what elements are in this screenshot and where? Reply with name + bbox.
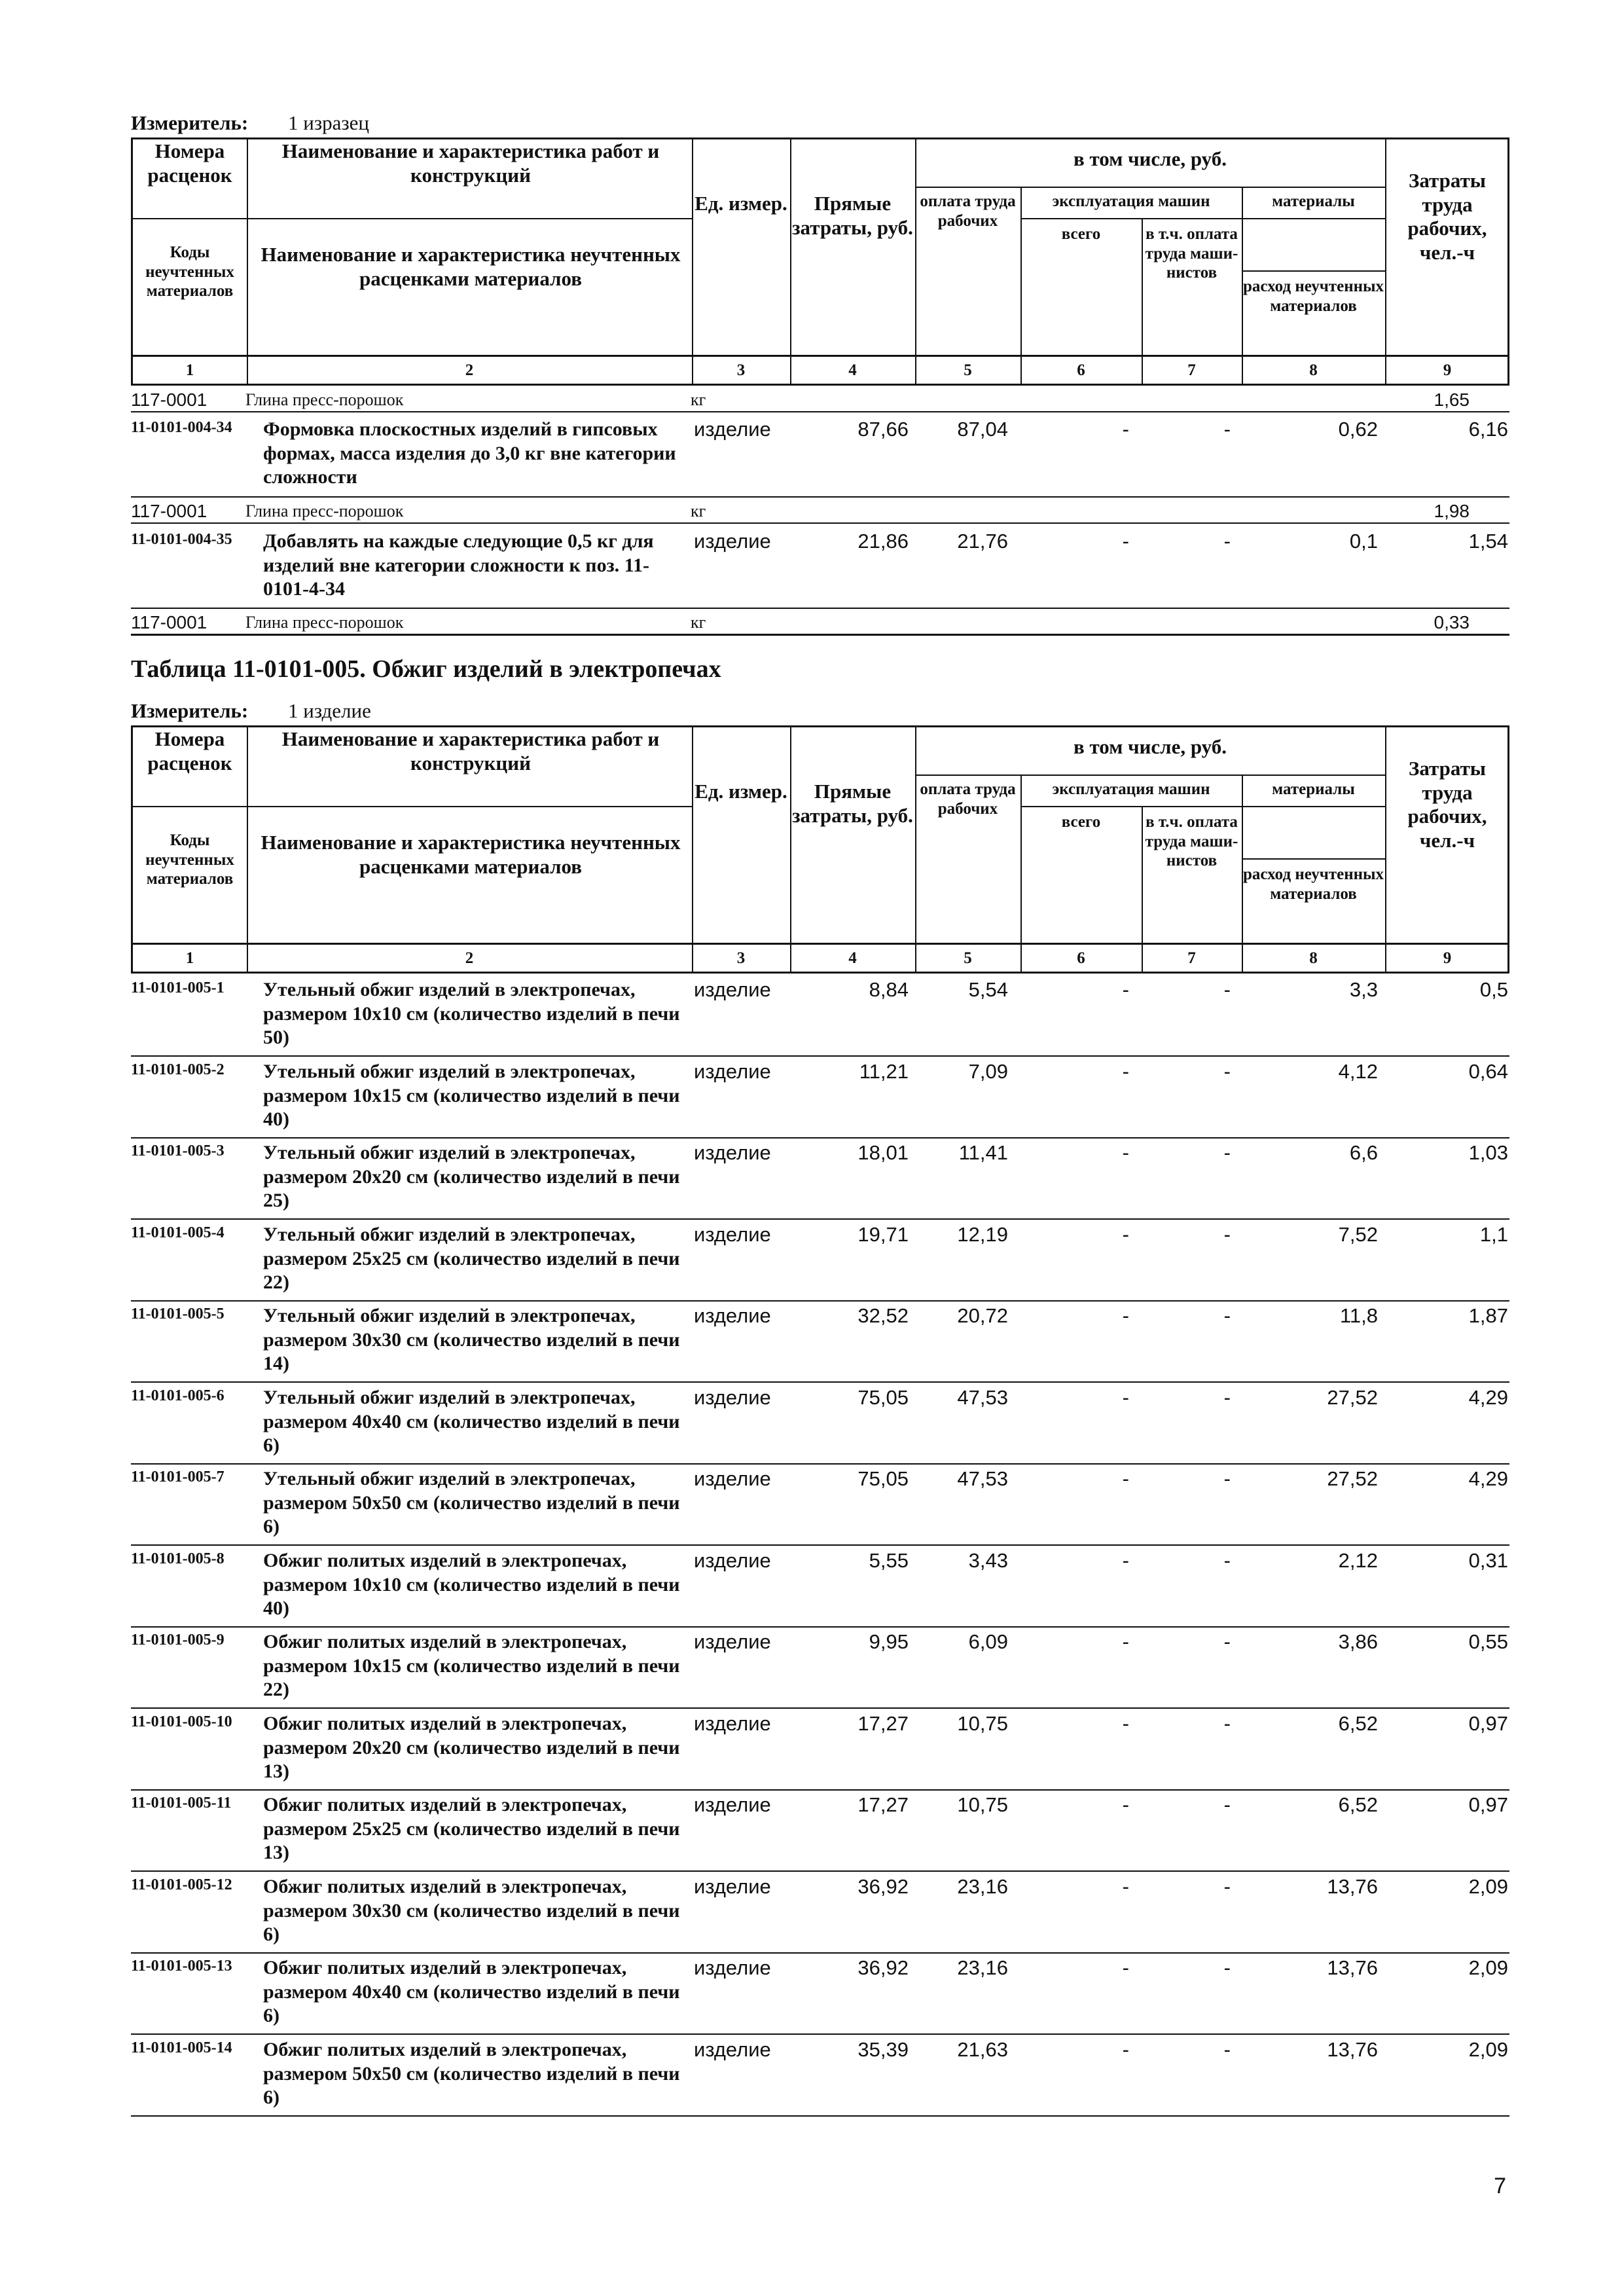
table-bottom-line	[131, 634, 1509, 636]
rate-name: Обжиг политых изделий в электропечах, размером 25х25 см (количество изделий в печи 13)	[263, 1794, 680, 1864]
value-hours: 1,87	[1468, 1304, 1508, 1327]
value-mat: 6,52	[1338, 1712, 1378, 1735]
grid-line	[1242, 806, 1385, 807]
value-mat: 2,12	[1338, 1549, 1378, 1572]
header-including: в том числе, руб.	[1073, 147, 1227, 170]
material-name: Глина пресс-порошок	[245, 390, 404, 409]
value-machpay: -	[1223, 1793, 1231, 1816]
header-machine-op: эксплуатация машин	[1052, 780, 1210, 798]
value-mach: -	[1122, 1386, 1129, 1409]
rate-unit: изделие	[694, 1793, 771, 1816]
grid-line	[1020, 945, 1022, 972]
grid-line	[692, 727, 693, 947]
grid-line	[1242, 357, 1243, 384]
value-labor: 10,75	[957, 1712, 1008, 1735]
rate-name: Обжиг политых изделий в электропечах, размером 30х30 см (количество изделий в печи 6)	[263, 1876, 680, 1946]
value-machpay: -	[1223, 1304, 1231, 1327]
measure-value: 1 изразец	[288, 111, 369, 134]
rate-unit: изделие	[694, 1386, 771, 1409]
header-materials: материалы	[1272, 192, 1355, 210]
column-number: 6	[1077, 949, 1085, 967]
value-hours: 0,97	[1468, 1793, 1508, 1816]
value-labor: 20,72	[957, 1304, 1008, 1327]
header-unit: Ед. измер.	[695, 192, 787, 215]
rate-code: 11-0101-005-8	[131, 1550, 225, 1567]
column-number: 8	[1309, 949, 1318, 967]
value-hours: 0,55	[1468, 1630, 1508, 1653]
header-mat-names: Наименование и характеристика неучтенных расценками материалов	[261, 831, 681, 878]
header-mat-codes: Коды неучтенных материалов	[145, 831, 234, 888]
rate-code: 11-0101-005-1	[131, 979, 225, 996]
material-unit: кг	[691, 501, 706, 520]
grid-line	[790, 945, 791, 972]
rate-unit: изделие	[694, 1141, 771, 1164]
material-unit: кг	[691, 613, 706, 632]
value-direct: 8,84	[869, 978, 909, 1001]
value-mat: 4,12	[1338, 1060, 1378, 1083]
grid-line	[247, 357, 248, 384]
grid-line	[915, 357, 916, 384]
rate-code: 11-0101-005-14	[131, 2039, 232, 2056]
value-labor: 10,75	[957, 1793, 1008, 1816]
column-number: 9	[1443, 949, 1452, 967]
measure-label: Измеритель:	[131, 111, 249, 134]
table-row	[131, 1628, 1509, 1709]
rate-unit: изделие	[694, 1549, 771, 1572]
column-number: 6	[1077, 361, 1085, 379]
rate-code: 11-0101-005-5	[131, 1305, 225, 1322]
value-mat: 6,6	[1349, 1141, 1378, 1164]
grid-line	[915, 187, 1385, 188]
column-number: 1	[185, 361, 194, 379]
value-direct: 18,01	[857, 1141, 909, 1164]
page-number: 7	[1494, 2174, 1506, 2198]
value-hours: 0,31	[1468, 1549, 1508, 1572]
value-hours: 0,64	[1468, 1060, 1508, 1083]
grid-line	[1242, 218, 1385, 219]
value-mat: 3,3	[1349, 978, 1378, 1001]
table-row	[131, 415, 1509, 498]
header-rates-no: Номера расценок	[147, 727, 232, 774]
value-mach: -	[1122, 978, 1129, 1001]
material-row	[131, 386, 1509, 412]
value-mat: 13,76	[1327, 2038, 1378, 2061]
rate-name: Добавлять на каждые следующие 0,5 кг для изделий вне категории сложности к поз. 11-0101-4-34	[263, 530, 654, 600]
value-hours: 2,09	[1468, 2038, 1508, 2061]
grid-line	[692, 945, 693, 972]
value-direct: 75,05	[857, 1467, 909, 1490]
measure-value: 1 изделие	[288, 699, 371, 722]
value-direct: 17,27	[857, 1712, 909, 1735]
value-labor: 3,43	[968, 1549, 1008, 1572]
material-row	[131, 498, 1509, 524]
value-mach: -	[1122, 1956, 1129, 1979]
value-direct: 19,71	[857, 1223, 909, 1246]
grid-line	[247, 945, 248, 972]
value-machpay: -	[1223, 1467, 1231, 1490]
value-mach: -	[1122, 1549, 1129, 1572]
material-code: 117-0001	[131, 612, 208, 632]
rate-unit: изделие	[694, 1304, 771, 1327]
column-numbers-1	[131, 357, 1509, 386]
grid-line	[790, 357, 791, 384]
grid-line	[1385, 357, 1386, 384]
rate-name: Утельный обжиг изделий в электропечах, размером 40х40 см (количество изделий в печи 6)	[263, 1387, 680, 1457]
value-mach: -	[1122, 1793, 1129, 1816]
table-row	[131, 1709, 1509, 1791]
value-labor: 21,76	[957, 530, 1008, 553]
value-direct: 35,39	[857, 2038, 909, 2061]
value-mach: -	[1122, 1712, 1129, 1735]
value-mach: -	[1122, 418, 1129, 441]
grid-line	[1020, 218, 1242, 219]
table-row	[131, 527, 1509, 609]
rate-unit: изделие	[694, 1712, 771, 1735]
value-hours: 2,09	[1468, 1875, 1508, 1898]
value-direct: 36,92	[857, 1875, 909, 1898]
value-direct: 9,95	[869, 1630, 909, 1653]
value-labor: 6,09	[968, 1630, 1008, 1653]
grid-line	[1020, 187, 1022, 359]
grid-line	[915, 774, 1385, 776]
rate-name: Обжиг политых изделий в электропечах, размером 10х10 см (количество изделий в печи 40)	[263, 1550, 680, 1620]
grid-line	[1020, 357, 1022, 384]
rate-name: Формовка плоскостных изделий в гипсовых формах, масса изделия до 3,0 кг вне категории сложности	[263, 418, 676, 488]
rate-unit: изделие	[694, 1956, 771, 1979]
value-hours: 4,29	[1468, 1467, 1508, 1490]
header-rates-no: Номера расценок	[147, 139, 232, 187]
value-labor: 21,63	[957, 2038, 1008, 2061]
rate-unit: изделие	[694, 1467, 771, 1490]
rate-code: 11-0101-005-2	[131, 1061, 225, 1078]
column-number: 5	[964, 361, 972, 379]
column-number: 8	[1309, 361, 1318, 379]
rate-code: 11-0101-005-7	[131, 1468, 225, 1485]
column-number: 7	[1187, 949, 1196, 967]
value-mach: -	[1122, 1304, 1129, 1327]
column-number: 5	[964, 949, 972, 967]
header-labor-costs: Затраты труда рабочих, чел.-ч	[1407, 757, 1487, 852]
rate-unit: изделие	[694, 418, 771, 441]
grid-line	[790, 727, 791, 947]
value-mat: 6,52	[1338, 1793, 1378, 1816]
header-labor-pay: оплата труда рабочих	[920, 192, 1016, 230]
rate-name: Утельный обжиг изделий в электропечах, размером 25х25 см (количество изделий в печи 22)	[263, 1224, 680, 1294]
table-header-2	[131, 725, 1509, 945]
value-machpay: -	[1223, 1386, 1231, 1409]
value-hours: 6,16	[1468, 418, 1508, 441]
rate-code: 11-0101-005-12	[131, 1876, 232, 1893]
rate-name: Обжиг политых изделий в электропечах, размером 40х40 см (количество изделий в печи 6)	[263, 1957, 680, 2027]
value-machpay: -	[1223, 530, 1231, 553]
rate-unit: изделие	[694, 530, 771, 553]
rate-name: Обжиг политых изделий в электропечах, размером 10х15 см (количество изделий в печи 22)	[263, 1631, 680, 1701]
table-title: Таблица 11-0101-005. Обжиг изделий в электропечах	[131, 655, 721, 683]
rate-code: 11-0101-005-10	[131, 1713, 232, 1730]
column-number: 3	[736, 949, 746, 967]
grid-line	[1142, 806, 1143, 947]
header-mat-names: Наименование и характеристика неучтенных расценками материалов	[261, 243, 681, 290]
material-consumption: 1,98	[1434, 501, 1470, 521]
grid-line	[915, 945, 916, 972]
material-name: Глина пресс-порошок	[245, 501, 404, 520]
header-machine-op: эксплуатация машин	[1052, 192, 1210, 210]
header-machinists-pay: в т.ч. оплата труда маши-нистов	[1145, 225, 1238, 282]
value-direct: 17,27	[857, 1793, 909, 1816]
header-mat-consumption: расход неучтенных материалов	[1242, 278, 1384, 315]
rate-name: Утельный обжиг изделий в электропечах, размером 30х30 см (количество изделий в печи 14)	[263, 1305, 680, 1375]
table-header-1	[131, 137, 1509, 357]
value-mat: 13,76	[1327, 1956, 1378, 1979]
value-mat: 27,52	[1327, 1467, 1378, 1490]
value-hours: 2,09	[1468, 1956, 1508, 1979]
header-materials: материалы	[1272, 780, 1355, 798]
value-machpay: -	[1223, 1630, 1231, 1653]
header-mat-consumption: расход неучтенных материалов	[1242, 866, 1384, 903]
grid-line	[790, 139, 791, 359]
value-direct: 36,92	[857, 1956, 909, 1979]
column-number: 3	[736, 361, 746, 379]
material-name: Глина пресс-порошок	[245, 613, 404, 632]
value-mat: 0,1	[1349, 530, 1378, 553]
rate-unit: изделие	[694, 2038, 771, 2061]
column-number: 2	[465, 949, 474, 967]
rate-unit: изделие	[694, 1060, 771, 1083]
grid-line	[692, 357, 693, 384]
value-mat: 13,76	[1327, 1875, 1378, 1898]
column-numbers-2	[131, 945, 1509, 974]
value-mat: 7,52	[1338, 1223, 1378, 1246]
rate-unit: изделие	[694, 978, 771, 1001]
grid-line	[1242, 270, 1385, 272]
grid-line	[1142, 218, 1143, 359]
value-mat: 0,62	[1338, 418, 1378, 441]
rate-name: Утельный обжиг изделий в электропечах, размером 10х15 см (количество изделий в печи 40)	[263, 1061, 680, 1131]
grid-line	[1242, 774, 1243, 947]
measure-line-top	[131, 111, 369, 135]
value-direct: 75,05	[857, 1386, 909, 1409]
column-number: 9	[1443, 361, 1452, 379]
value-mach: -	[1122, 1141, 1129, 1164]
value-labor: 87,04	[957, 418, 1008, 441]
value-mat: 11,8	[1339, 1304, 1378, 1327]
grid-line	[1020, 774, 1022, 947]
header-work-name: Наименование и характеристика работ и конструкций	[281, 727, 660, 774]
material-row	[131, 609, 1509, 635]
value-direct: 21,86	[857, 530, 909, 553]
rate-code: 11-0101-005-11	[131, 1795, 232, 1812]
grid-line	[1385, 727, 1386, 947]
grid-line	[1385, 945, 1386, 972]
column-number: 4	[848, 361, 857, 379]
value-mat: 3,86	[1338, 1630, 1378, 1653]
value-hours: 0,97	[1468, 1712, 1508, 1735]
grid-line	[915, 139, 916, 359]
value-labor: 12,19	[957, 1223, 1008, 1246]
material-code: 117-0001	[131, 390, 208, 410]
column-number: 4	[848, 949, 857, 967]
value-machpay: -	[1223, 978, 1231, 1001]
rate-unit: изделие	[694, 1223, 771, 1246]
value-mach: -	[1122, 1223, 1129, 1246]
value-hours: 1,54	[1468, 530, 1508, 553]
grid-line	[692, 139, 693, 359]
rate-name: Утельный обжиг изделий в электропечах, размером 10х10 см (количество изделий в печи 50)	[263, 979, 680, 1049]
value-machpay: -	[1223, 1060, 1231, 1083]
table-row	[131, 1872, 1509, 1954]
grid-line	[247, 727, 248, 947]
value-machpay: -	[1223, 418, 1231, 441]
material-consumption: 0,33	[1434, 612, 1470, 632]
material-code: 117-0001	[131, 501, 208, 521]
value-hours: 1,1	[1479, 1223, 1508, 1246]
value-direct: 11,21	[859, 1060, 909, 1083]
grid-line	[1242, 945, 1243, 972]
column-number: 1	[185, 949, 194, 967]
rate-code: 11-0101-005-13	[131, 1958, 232, 1975]
header-work-name: Наименование и характеристика работ и конструкций	[281, 139, 660, 187]
rate-code: 11-0101-005-4	[131, 1224, 225, 1241]
header-labor-costs: Затраты труда рабочих, чел.-ч	[1407, 169, 1487, 264]
value-mach: -	[1122, 1060, 1129, 1083]
grid-line	[247, 139, 248, 359]
value-mat: 27,52	[1327, 1386, 1378, 1409]
value-direct: 32,52	[857, 1304, 909, 1327]
table-row	[131, 1383, 1509, 1465]
table-row	[131, 1057, 1509, 1139]
value-machpay: -	[1223, 1875, 1231, 1898]
header-mat-codes: Коды неучтенных материалов	[145, 244, 234, 300]
value-machpay: -	[1223, 1956, 1231, 1979]
value-hours: 0,5	[1479, 978, 1508, 1001]
grid-line	[133, 218, 692, 219]
value-labor: 5,54	[968, 978, 1008, 1001]
rate-name: Утельный обжиг изделий в электропечах, размером 20х20 см (количество изделий в печи 25)	[263, 1142, 680, 1212]
rate-unit: изделие	[694, 1875, 771, 1898]
table-row	[131, 975, 1509, 1057]
grid-line	[1142, 945, 1143, 972]
grid-line	[1142, 357, 1143, 384]
header-labor-pay: оплата труда рабочих	[920, 780, 1016, 818]
rate-code: 11-0101-004-35	[131, 531, 232, 548]
rate-code: 11-0101-005-6	[131, 1387, 225, 1404]
value-mach: -	[1122, 2038, 1129, 2061]
value-mach: -	[1122, 1875, 1129, 1898]
value-hours: 4,29	[1468, 1386, 1508, 1409]
value-direct: 87,66	[857, 418, 909, 441]
rate-code: 11-0101-004-34	[131, 419, 232, 436]
column-number: 7	[1187, 361, 1196, 379]
value-machpay: -	[1223, 1712, 1231, 1735]
value-machpay: -	[1223, 1549, 1231, 1572]
measure-label: Измеритель:	[131, 699, 249, 722]
value-mach: -	[1122, 1467, 1129, 1490]
grid-line	[1385, 139, 1386, 359]
value-mach: -	[1122, 530, 1129, 553]
value-labor: 23,16	[957, 1875, 1008, 1898]
header-direct-costs: Прямые затраты, руб.	[792, 192, 913, 239]
header-direct-costs: Прямые затраты, руб.	[792, 780, 913, 827]
rate-name: Обжиг политых изделий в электропечах, размером 20х20 см (количество изделий в печи 13)	[263, 1713, 680, 1783]
value-labor: 11,41	[958, 1141, 1008, 1164]
column-number: 2	[465, 361, 474, 379]
grid-line	[1242, 858, 1385, 860]
table-row	[131, 1220, 1509, 1302]
header-total: всего	[1061, 813, 1101, 831]
grid-line	[133, 806, 692, 807]
header-including: в том числе, руб.	[1073, 735, 1227, 758]
rate-name: Утельный обжиг изделий в электропечах, размером 50х50 см (количество изделий в печи 6)	[263, 1468, 680, 1538]
value-mach: -	[1122, 1630, 1129, 1653]
material-unit: кг	[691, 390, 706, 409]
value-hours: 1,03	[1468, 1141, 1508, 1164]
grid-line	[915, 727, 916, 947]
value-machpay: -	[1223, 2038, 1231, 2061]
value-labor: 47,53	[957, 1386, 1008, 1409]
value-machpay: -	[1223, 1223, 1231, 1246]
grid-line	[1242, 187, 1243, 359]
table-row	[131, 1791, 1509, 1872]
measure-line-second	[131, 699, 371, 723]
table-row	[131, 1954, 1509, 2035]
header-machinists-pay: в т.ч. оплата труда маши-нистов	[1145, 813, 1238, 869]
header-unit: Ед. измер.	[695, 780, 787, 803]
value-labor: 23,16	[957, 1956, 1008, 1979]
table-row	[131, 1302, 1509, 1383]
table-row	[131, 2035, 1509, 2117]
rate-code: 11-0101-005-9	[131, 1631, 225, 1649]
rate-code: 11-0101-005-3	[131, 1142, 225, 1159]
rate-name: Обжиг политых изделий в электропечах, размером 50х50 см (количество изделий в печи 6)	[263, 2039, 680, 2109]
table-row	[131, 1139, 1509, 1220]
grid-line	[1020, 806, 1242, 807]
material-consumption: 1,65	[1434, 390, 1470, 410]
value-machpay: -	[1223, 1141, 1231, 1164]
header-total: всего	[1061, 225, 1101, 243]
table-row	[131, 1546, 1509, 1628]
rate-unit: изделие	[694, 1630, 771, 1653]
value-labor: 47,53	[957, 1467, 1008, 1490]
table-row	[131, 1465, 1509, 1546]
value-direct: 5,55	[869, 1549, 909, 1572]
value-labor: 7,09	[968, 1060, 1008, 1083]
